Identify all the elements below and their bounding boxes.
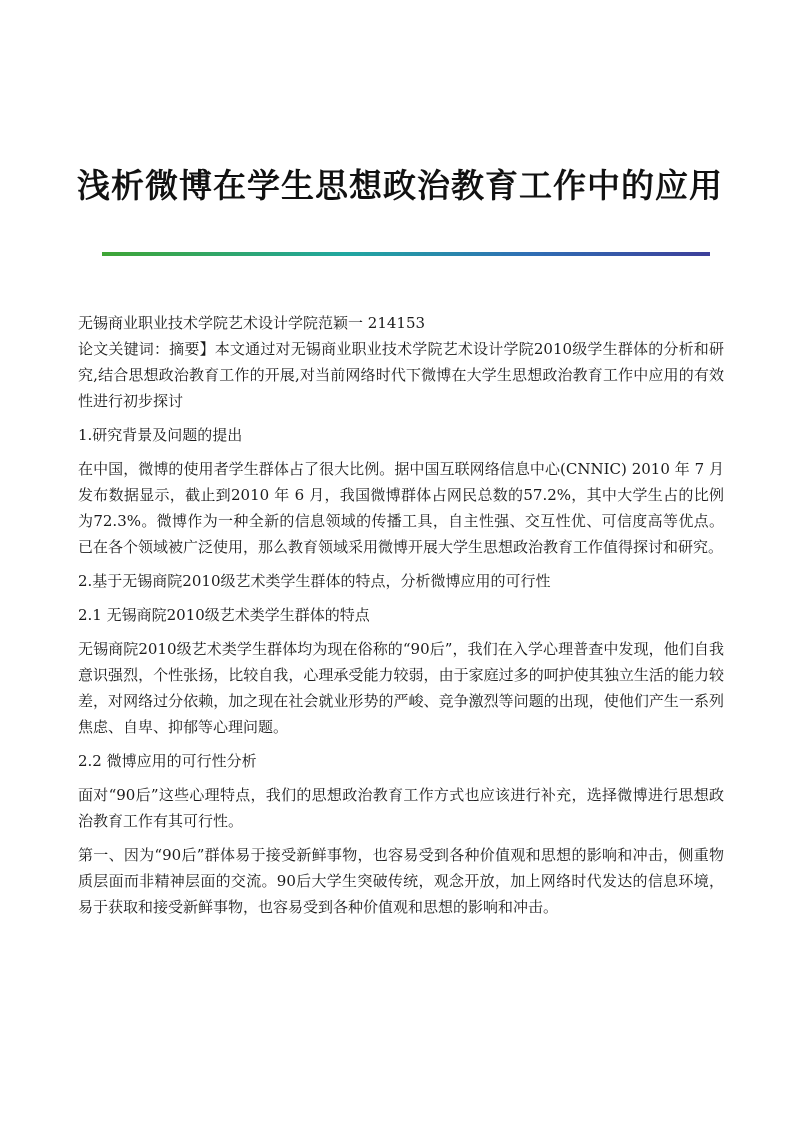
section-2-heading: 2.基于无锡商院2010级艺术类学生群体的特点，分析微博应用的可行性 bbox=[78, 572, 551, 590]
section-2-2-heading: 2.2 微博应用的可行性分析 bbox=[78, 752, 257, 770]
section-2-1-paragraph: 无锡商院2010级艺术类学生群体均为现在俗称的“90后”，我们在入学心理普查中发现，他们自我意识强烈，个性张扬，比较自我，心理承受能力较弱，由于家庭过多的呵护使其独立生活的能力较差，对网络过分依赖，加之现在社会就业形势的严峻、竞争激烈等问题的出现，使他们产生一系列焦虑、自卑、抑郁等心理问题。 bbox=[78, 640, 724, 736]
title-divider bbox=[102, 252, 710, 256]
section-1-heading: 1.研究背景及问题的提出 bbox=[78, 426, 243, 444]
document-body bbox=[78, 310, 724, 920]
section-2-1-heading: 2.1 无锡商院2010级艺术类学生群体的特点 bbox=[78, 606, 370, 624]
document-title: 浅析微博在学生思想政治教育工作中的应用 bbox=[77, 166, 723, 205]
section-1-paragraph: 在中国，微博的使用者学生群体占了很大比例。据中国互联网络信息中心(CNNIC) 2010 年 7 月发布数据显示，截止到2010 年 6 月，我国微博群体占网民总数的57.2%，其中大学生占的比例为72.3%。微博作为一种全新的信息领域的传播工具，自主性强、交互性优、可信度高等优点。已在各个领域被广泛使用，那么教育领域采用微博开展大学生思想政治教育工作值得探讨和研究。 bbox=[78, 460, 724, 556]
section-2-2-paragraph: 面对“90后”这些心理特点，我们的思想政治教育工作方式也应该进行补充，选择微博进行思想政治教育工作有其可行性。 bbox=[78, 786, 724, 830]
point-1-paragraph: 第一、因为“90后”群体易于接受新鲜事物，也容易受到各种价值观和思想的影响和冲击，侧重物质层面而非精神层面的交流。90后大学生突破传统，观念开放，加上网络时代发达的信息环境，易于获取和接受新鲜事物，也容易受到各种价值观和思想的影响和冲击。 bbox=[78, 846, 724, 916]
abstract-paragraph: 论文关键词：摘要】本文通过对无锡商业职业技术学院艺术设计学院2010级学生群体的分析和研究,结合思想政治教育工作的开展,对当前网络时代下微博在大学生思想政治教育工作中应用的有效性进行初步探讨 bbox=[78, 340, 724, 410]
author-line: 无锡商业职业技术学院艺术设计学院范颖一 214153 bbox=[78, 314, 426, 332]
